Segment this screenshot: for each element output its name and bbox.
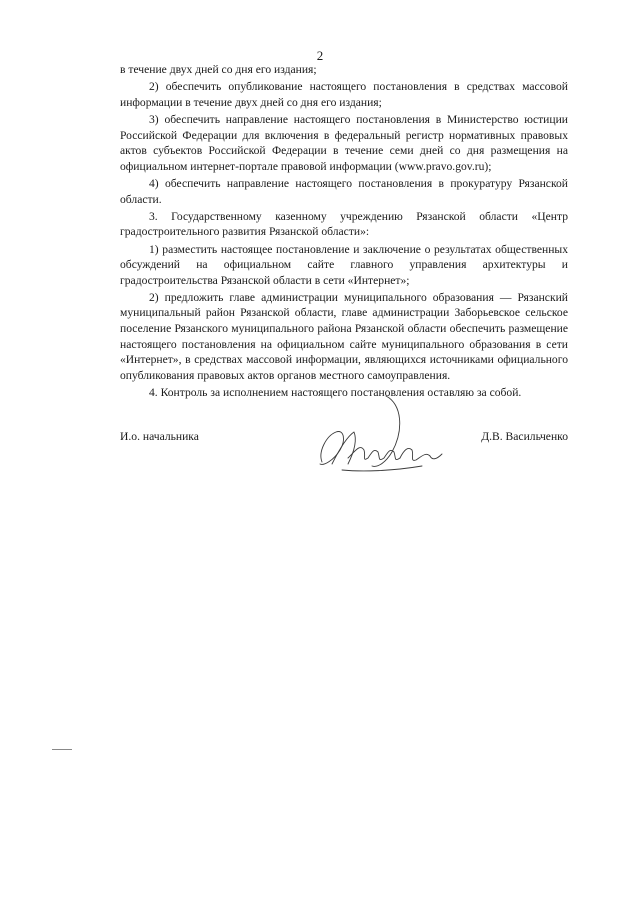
paragraph-item-3-ministry: 3) обеспечить направление настоящего постановления в Министерство юстиции Российской Федерации для включения в федеральный регистр нормативных правовых актов субъектов Российской Федерации в течение семи дней со дня размещения на официальном интернет-портале правовой информации (www.pravo.gov.ru);: [120, 112, 568, 173]
paragraph-item-4-prosecutor: 4) обеспечить направление настоящего постановления в прокуратуру Рязанской области.: [120, 176, 568, 206]
paragraph-section-4: 4. Контроль за исполнением настоящего постановления оставляю за собой.: [149, 386, 522, 400]
paragraph-section-3-item-1: 1) разместить настоящее постановление и заключение о результатах общественных обсуждений на официальном сайте главного управления архитектуры и градостроительства Рязанской области в сети «Интернет»;: [120, 242, 568, 287]
signature-block: [120, 430, 568, 490]
document-body: [120, 62, 568, 402]
paragraph-section-3: 3. Государственному казенному учреждению Рязанской области «Центр градостроительного развития Рязанской области»:: [120, 209, 568, 239]
handwritten-signature: [312, 392, 452, 487]
signatory-role: И.о. начальника: [120, 430, 199, 443]
signatory-name: Д.В. Васильченко: [481, 430, 568, 443]
paragraph-continuation: в течение двух дней со дня его издания;: [120, 63, 317, 76]
paragraph-item-2-publish: 2) обеспечить опубликование настоящего постановления в средствах массовой информации в течение двух дней со дня его издания;: [120, 80, 568, 109]
footnote-divider: [52, 749, 72, 750]
paragraph-section-3-item-2: 2) предложить главе администрации муниципального образования — Рязанский муниципальный район Рязанской области, главе администрации Заборьевское сельское поселение Рязанского муниципального района Рязанской области обеспечить размещение настоящего постановления на официальном сайте муниципального образования в сети «Интернет», в средствах массовой информации, являющихся источниками официального опубликования правовых актов органов местного самоуправления.: [120, 290, 568, 382]
page-number: 2: [316, 48, 324, 63]
